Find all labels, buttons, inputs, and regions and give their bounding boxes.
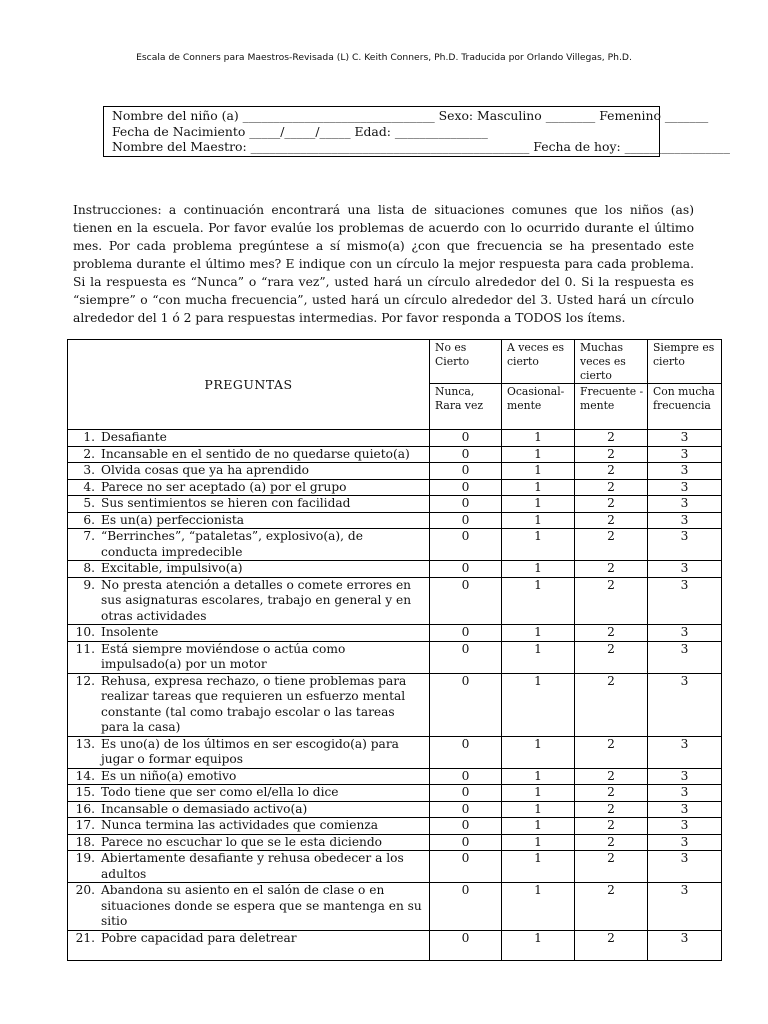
answer-option-0[interactable]: 0 — [430, 479, 502, 496]
col-bottom-2: Frecuente -mente — [575, 384, 648, 430]
question-row — [68, 561, 722, 578]
question-cell — [68, 801, 430, 818]
answer-option-1[interactable]: 1 — [502, 479, 575, 496]
answer-option-0[interactable]: 0 — [430, 446, 502, 463]
answer-option-2[interactable]: 2 — [575, 625, 648, 642]
answer-option-2[interactable]: 2 — [575, 641, 648, 673]
answer-option-3[interactable]: 3 — [648, 801, 722, 818]
question-cell — [68, 577, 430, 625]
question-text: No presta atención a detalles o comete errores en sus asignaturas escolares, trabajo en general y en otras actividades — [101, 577, 412, 623]
question-cell — [68, 673, 430, 736]
answer-option-1[interactable]: 1 — [502, 768, 575, 785]
question-text: Es un niño(a) emotivo — [101, 768, 237, 783]
question-cell — [68, 736, 430, 768]
answer-option-3[interactable]: 3 — [648, 529, 722, 561]
col-top-0: No es Cierto — [430, 340, 502, 384]
answer-option-0[interactable]: 0 — [430, 641, 502, 673]
answer-option-2[interactable]: 2 — [575, 430, 648, 447]
question-row — [68, 818, 722, 835]
answer-option-2[interactable]: 2 — [575, 785, 648, 802]
answer-option-0[interactable]: 0 — [430, 561, 502, 578]
child-info-box — [103, 106, 730, 157]
info-row-name-sex: Nombre del niño (a) _______________________________ Sexo: Masculino ________ Femenino _______ — [112, 108, 709, 123]
answer-option-1[interactable]: 1 — [502, 430, 575, 447]
question-number: 19. — [75, 851, 95, 865]
questions-body — [68, 430, 722, 961]
question-text: Parece no ser aceptado (a) por el grupo — [101, 479, 347, 494]
answer-option-0[interactable]: 0 — [430, 785, 502, 802]
question-number: 14. — [75, 768, 95, 783]
question-text: Abandona su asiento en el salón de clase o en situaciones donde se espera que se mantenga en su sitio — [101, 883, 422, 928]
question-text: Es uno(a) de los últimos en ser escogido(a) para jugar o formar equipos — [101, 736, 399, 766]
answer-option-0[interactable]: 0 — [430, 430, 502, 447]
question-text: Olvida cosas que ya ha aprendido — [101, 463, 309, 477]
question-cell — [68, 641, 430, 673]
answer-option-3[interactable]: 3 — [648, 496, 722, 513]
answer-option-2[interactable]: 2 — [575, 883, 648, 931]
question-number: 11. — [75, 641, 95, 656]
question-row — [68, 883, 722, 931]
answer-option-3[interactable]: 3 — [648, 641, 722, 673]
question-row — [68, 801, 722, 818]
answer-option-0[interactable]: 0 — [430, 930, 502, 960]
answer-option-3[interactable]: 3 — [648, 673, 722, 736]
question-cell — [68, 512, 430, 529]
info-row-teacher-date: Nombre del Maestro: _____________________________________________ Fecha de hoy: _________________ — [112, 139, 730, 154]
question-text: Nunca termina las actividades que comienza — [101, 818, 378, 832]
answer-option-1[interactable]: 1 — [502, 463, 575, 480]
question-number: 8. — [83, 561, 95, 575]
question-row — [68, 834, 722, 851]
question-cell — [68, 883, 430, 931]
question-text: Incansable en el sentido de no quedarse quieto(a) — [101, 446, 410, 461]
question-cell — [68, 463, 430, 480]
col-bottom-0: Nunca, Rara vez — [430, 384, 502, 430]
answer-option-1[interactable]: 1 — [502, 529, 575, 561]
answer-option-2[interactable]: 2 — [575, 496, 648, 513]
question-text: Desafiante — [101, 430, 167, 444]
answer-option-3[interactable]: 3 — [648, 446, 722, 463]
question-row — [68, 529, 722, 561]
answer-option-3[interactable]: 3 — [648, 818, 722, 835]
col-bottom-3: Con mucha frecuencia — [648, 384, 722, 430]
question-row — [68, 496, 722, 513]
question-row — [68, 577, 722, 625]
question-text: Está siempre moviéndose o actúa como impulsado(a) por un motor — [101, 641, 346, 671]
answer-option-3[interactable]: 3 — [648, 834, 722, 851]
answer-option-1[interactable]: 1 — [502, 625, 575, 642]
answer-option-2[interactable]: 2 — [575, 801, 648, 818]
answer-option-1[interactable]: 1 — [502, 512, 575, 529]
answer-option-1[interactable]: 1 — [502, 641, 575, 673]
answer-option-3[interactable]: 3 — [648, 577, 722, 625]
answer-option-1[interactable]: 1 — [502, 496, 575, 513]
question-number: 10. — [75, 625, 95, 639]
col-top-3: Siempre es cierto — [648, 340, 722, 384]
answer-option-1[interactable]: 1 — [502, 577, 575, 625]
answer-option-3[interactable]: 3 — [648, 512, 722, 529]
answer-option-2[interactable]: 2 — [575, 930, 648, 960]
question-text: Todo tiene que ser como el/ella lo dice — [101, 785, 339, 799]
answer-option-2[interactable]: 2 — [575, 529, 648, 561]
answer-option-2[interactable]: 2 — [575, 479, 648, 496]
question-number: 21. — [75, 930, 95, 945]
answer-option-1[interactable]: 1 — [502, 785, 575, 802]
answer-option-3[interactable]: 3 — [648, 851, 722, 883]
question-row — [68, 479, 722, 496]
answer-option-0[interactable]: 0 — [430, 768, 502, 785]
question-cell — [68, 851, 430, 883]
question-number: 1. — [83, 430, 95, 444]
answer-option-1[interactable]: 1 — [502, 851, 575, 883]
answer-option-2[interactable]: 2 — [575, 463, 648, 480]
answer-option-2[interactable]: 2 — [575, 446, 648, 463]
question-text: Es un(a) perfeccionista — [101, 512, 244, 527]
answer-option-2[interactable]: 2 — [575, 577, 648, 625]
question-cell — [68, 479, 430, 496]
question-row — [68, 446, 722, 463]
answer-option-2[interactable]: 2 — [575, 512, 648, 529]
answer-option-0[interactable]: 0 — [430, 834, 502, 851]
question-cell — [68, 446, 430, 463]
preguntas-header: PREGUNTAS — [68, 340, 430, 430]
document-header: Escala de Conners para Maestros-Revisada (L) C. Keith Conners, Ph.D. Traducida por Orlando Villegas, Ph.D. — [136, 52, 632, 63]
question-cell — [68, 625, 430, 642]
question-cell — [68, 496, 430, 513]
answer-option-2[interactable]: 2 — [575, 834, 648, 851]
question-text: Parece no escuchar lo que se le esta diciendo — [101, 834, 383, 849]
answer-option-2[interactable]: 2 — [575, 736, 648, 768]
col-top-2: Muchas veces es cierto — [575, 340, 648, 384]
question-row — [68, 625, 722, 642]
answer-option-1[interactable]: 1 — [502, 446, 575, 463]
answer-option-0[interactable]: 0 — [430, 801, 502, 818]
answer-option-3[interactable]: 3 — [648, 625, 722, 642]
info-row-birth-age: Fecha de Nacimiento _____/_____/_____ Edad: _______________ — [112, 123, 488, 139]
question-cell — [68, 529, 430, 561]
question-text: “Berrinches”, “pataletas”, explosivo(a), de conducta impredecible — [101, 529, 363, 559]
question-cell — [68, 818, 430, 835]
question-text: Insolente — [101, 625, 159, 639]
question-number: 3. — [83, 463, 95, 477]
question-number: 15. — [75, 785, 95, 799]
answer-option-2[interactable]: 2 — [575, 818, 648, 835]
question-row — [68, 736, 722, 768]
answer-option-2[interactable]: 2 — [575, 851, 648, 883]
question-cell — [68, 785, 430, 802]
answer-option-0[interactable]: 0 — [430, 529, 502, 561]
answer-option-1[interactable]: 1 — [502, 561, 575, 578]
question-number: 16. — [75, 801, 95, 816]
question-cell — [68, 930, 430, 960]
question-text: Abiertamente desafiante y rehusa obedecer a los adultos — [101, 851, 404, 881]
answer-option-0[interactable]: 0 — [430, 883, 502, 931]
answer-option-0[interactable]: 0 — [430, 673, 502, 736]
answer-option-1[interactable]: 1 — [502, 883, 575, 931]
question-row — [68, 463, 722, 480]
answer-option-3[interactable]: 3 — [648, 479, 722, 496]
question-number: 6. — [83, 512, 95, 527]
question-row — [68, 851, 722, 883]
question-text: Incansable o demasiado activo(a) — [101, 801, 308, 816]
answer-option-3[interactable]: 3 — [648, 883, 722, 931]
answer-option-3[interactable]: 3 — [648, 930, 722, 960]
question-number: 17. — [75, 818, 95, 832]
question-cell — [68, 834, 430, 851]
answer-option-0[interactable]: 0 — [430, 818, 502, 835]
answer-option-2[interactable]: 2 — [575, 561, 648, 578]
question-row — [68, 673, 722, 736]
question-row — [68, 430, 722, 447]
answer-option-1[interactable]: 1 — [502, 930, 575, 960]
question-row — [68, 768, 722, 785]
question-number: 5. — [83, 496, 95, 510]
answer-option-0[interactable]: 0 — [430, 463, 502, 480]
answer-option-0[interactable]: 0 — [430, 577, 502, 625]
answer-option-3[interactable]: 3 — [648, 768, 722, 785]
answer-option-1[interactable]: 1 — [502, 673, 575, 736]
question-text: Excitable, impulsivo(a) — [101, 561, 243, 575]
question-cell — [68, 768, 430, 785]
instructions-paragraph: Instrucciones: a continuación encontrará una lista de situaciones comunes que los niños (as) tienen en la escuela. Por favor evalúe los problemas de acuerdo con lo ocurrido durante el último mes. Por cada problema pregúntese a sí mismo(a) ¿con que frecuencia se ha presentado este problema durante el último mes? E indique con un círculo la mejor respuesta para cada problema. Si la respuesta es “Nunca” o “rara vez”, usted hará un círculo alrededor del 0. Si la respuesta es “siempre” o “con mucha frecuencia”, usted hará un círculo alrededor del 3. Usted hará un círculo alrededor del 1 ó 2 para respuestas intermedias. Por favor responda a TODOS los ítems. — [73, 203, 694, 325]
answer-option-1[interactable]: 1 — [502, 801, 575, 818]
question-text: Pobre capacidad para deletrear — [101, 930, 297, 945]
question-number: 20. — [75, 883, 95, 897]
question-number: 12. — [75, 673, 95, 688]
col-top-1: A veces es cierto — [502, 340, 575, 384]
question-row — [68, 930, 722, 960]
answer-option-0[interactable]: 0 — [430, 496, 502, 513]
question-number: 13. — [75, 736, 95, 751]
answer-option-1[interactable]: 1 — [502, 736, 575, 768]
questions-table — [67, 339, 722, 961]
answer-option-3[interactable]: 3 — [648, 430, 722, 447]
answer-option-3[interactable]: 3 — [648, 785, 722, 802]
answer-option-0[interactable]: 0 — [430, 851, 502, 883]
question-number: 9. — [83, 577, 95, 592]
answer-option-0[interactable]: 0 — [430, 512, 502, 529]
question-text: Rehusa, expresa rechazo, o tiene problemas para realizar tareas que requieren un esfuerzo mental constante (tal como trabajo escolar o las tareas para la casa) — [101, 673, 407, 734]
answer-option-3[interactable]: 3 — [648, 561, 722, 578]
answer-option-0[interactable]: 0 — [430, 736, 502, 768]
answer-option-1[interactable]: 1 — [502, 818, 575, 835]
col-bottom-1: Ocasional-mente — [502, 384, 575, 430]
question-number: 18. — [75, 834, 95, 849]
question-number: 2. — [83, 446, 95, 461]
question-row — [68, 641, 722, 673]
answer-option-2[interactable]: 2 — [575, 673, 648, 736]
answer-option-3[interactable]: 3 — [648, 736, 722, 768]
question-row — [68, 512, 722, 529]
question-text: Sus sentimientos se hieren con facilidad — [101, 496, 351, 510]
question-number: 7. — [83, 529, 95, 543]
question-number: 4. — [83, 479, 95, 494]
answer-option-1[interactable]: 1 — [502, 834, 575, 851]
question-row — [68, 785, 722, 802]
answer-option-3[interactable]: 3 — [648, 463, 722, 480]
answer-option-2[interactable]: 2 — [575, 768, 648, 785]
question-cell — [68, 561, 430, 578]
question-cell — [68, 430, 430, 447]
answer-option-0[interactable]: 0 — [430, 625, 502, 642]
